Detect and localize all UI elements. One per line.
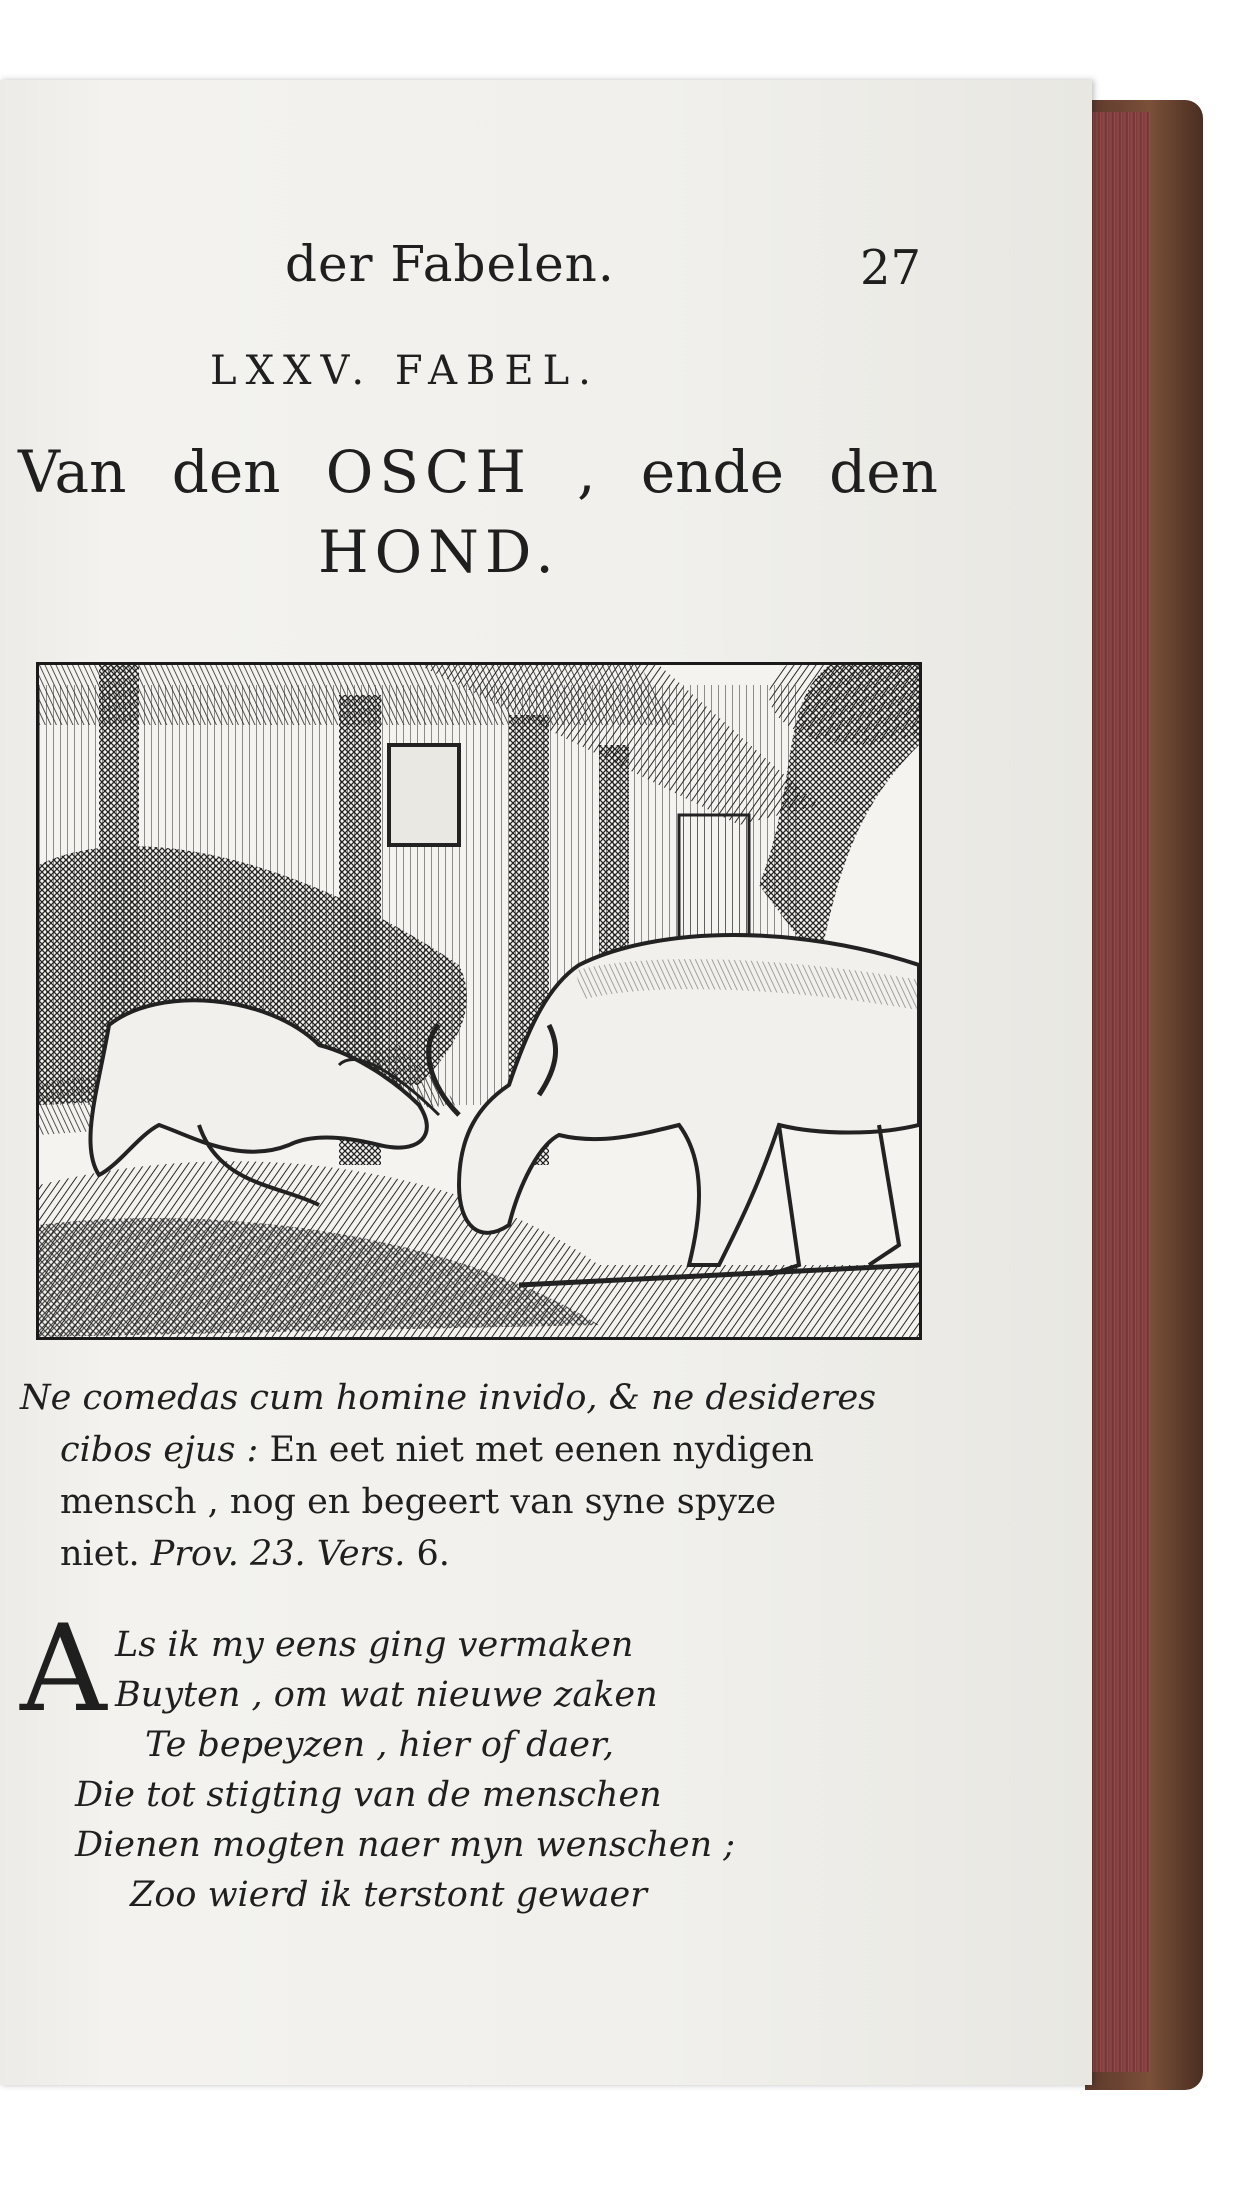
book-page bbox=[0, 80, 1092, 2085]
motto-verse-number: 6. bbox=[405, 1534, 450, 1574]
verse-block bbox=[20, 1600, 920, 1920]
title-word: den bbox=[829, 438, 938, 506]
verse-line: Buyten , om wat nieuwe zaken bbox=[115, 1675, 658, 1715]
motto-line-4-prefix: niet. bbox=[60, 1534, 140, 1574]
page-number: 27 bbox=[860, 240, 922, 296]
title-word: Van bbox=[18, 438, 127, 506]
motto-text bbox=[20, 1372, 940, 1580]
fable-title-line-1 bbox=[18, 438, 938, 506]
verse-line: Dienen mogten naer myn wenschen ; bbox=[75, 1825, 736, 1865]
running-head: der Fabelen. bbox=[285, 235, 615, 293]
motto-latin-line-1: Ne comedas cum homine invido, & ne desideres bbox=[20, 1378, 877, 1418]
title-word: den bbox=[171, 438, 281, 506]
title-word: OSCH bbox=[325, 438, 532, 506]
motto-latin-line-2: cibos ejus : bbox=[60, 1430, 259, 1470]
verse-line: Zoo wierd ik terstont gewaer bbox=[130, 1875, 647, 1915]
verse-line: Ls ik my eens ging vermaken bbox=[115, 1625, 634, 1665]
drop-cap: A bbox=[20, 1600, 107, 1739]
verse-line: Die tot stigting van de menschen bbox=[75, 1775, 662, 1815]
motto-reference: Prov. 23. Vers. bbox=[139, 1534, 406, 1574]
engraving-drawing bbox=[39, 665, 919, 1337]
fable-title-line-2: HOND. bbox=[318, 518, 560, 586]
fable-illustration bbox=[36, 662, 922, 1340]
title-word: , bbox=[577, 438, 596, 506]
fable-number: LXXV. FABEL. bbox=[210, 348, 600, 394]
verse-line: Te bepeyzen , hier of daer, bbox=[145, 1725, 614, 1765]
title-word: ende bbox=[640, 438, 784, 506]
motto-dutch-line-2: En eet niet met eenen nydigen bbox=[258, 1430, 814, 1470]
motto-line-3: mensch , nog en begeert van syne spyze bbox=[60, 1482, 777, 1522]
